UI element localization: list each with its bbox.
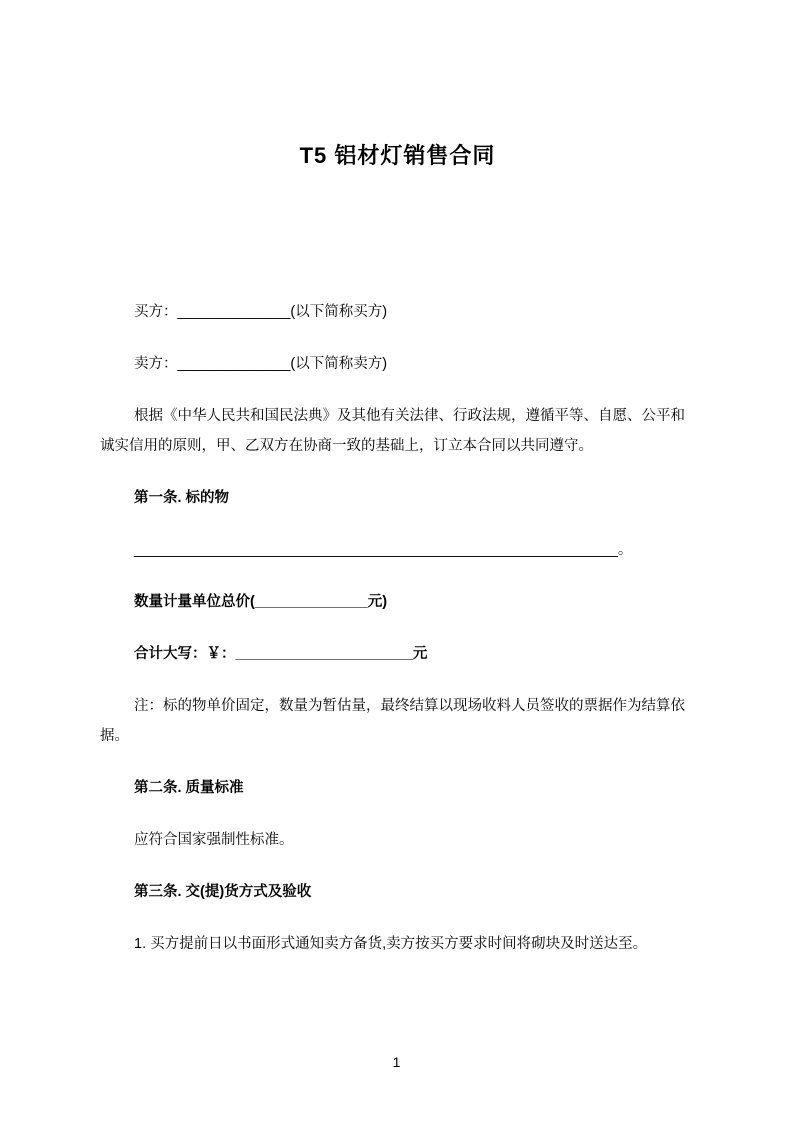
total-amount-in-words-line: 合计大写：￥：______________________元 bbox=[134, 646, 428, 662]
document-title: T5 铝材灯销售合同 bbox=[299, 143, 496, 168]
quality-standard-text: 应符合国家强制性标准。 bbox=[134, 832, 294, 848]
delivery-clause-item-1: 1. 买方提前日以书面形式通知卖方备货,卖方按买方要求时间将砌块及时送达至。 bbox=[134, 936, 648, 952]
buyer-line: 买方：______________(以下简称买方) bbox=[134, 304, 388, 320]
note-paragraph: 注：标的物单价固定，数量为暂估量，最终结算以现场收料人员签收的票据作为结算依据。 bbox=[100, 698, 685, 744]
preamble-paragraph: 根据《中华人民共和国民法典》及其他有关法律、行政法规，遵循平等、自愿、公平和诚实信用的原则，甲、乙双方在协商一致的基础上，订立本合同以共同遵守。 bbox=[100, 408, 685, 454]
quantity-unit-price-line: 数量计量单位总价(______________元) bbox=[134, 594, 388, 610]
article-3-heading: 第三条. 交(提)货方式及验收 bbox=[134, 884, 312, 900]
page-number: 1 bbox=[392, 1054, 401, 1070]
seller-line: 卖方：______________(以下简称卖方) bbox=[134, 356, 388, 372]
article-2-heading: 第二条. 质量标准 bbox=[134, 780, 244, 796]
subject-blank-line: ____________________________________________________________。 bbox=[134, 542, 633, 558]
article-1-heading: 第一条. 标的物 bbox=[134, 490, 230, 506]
